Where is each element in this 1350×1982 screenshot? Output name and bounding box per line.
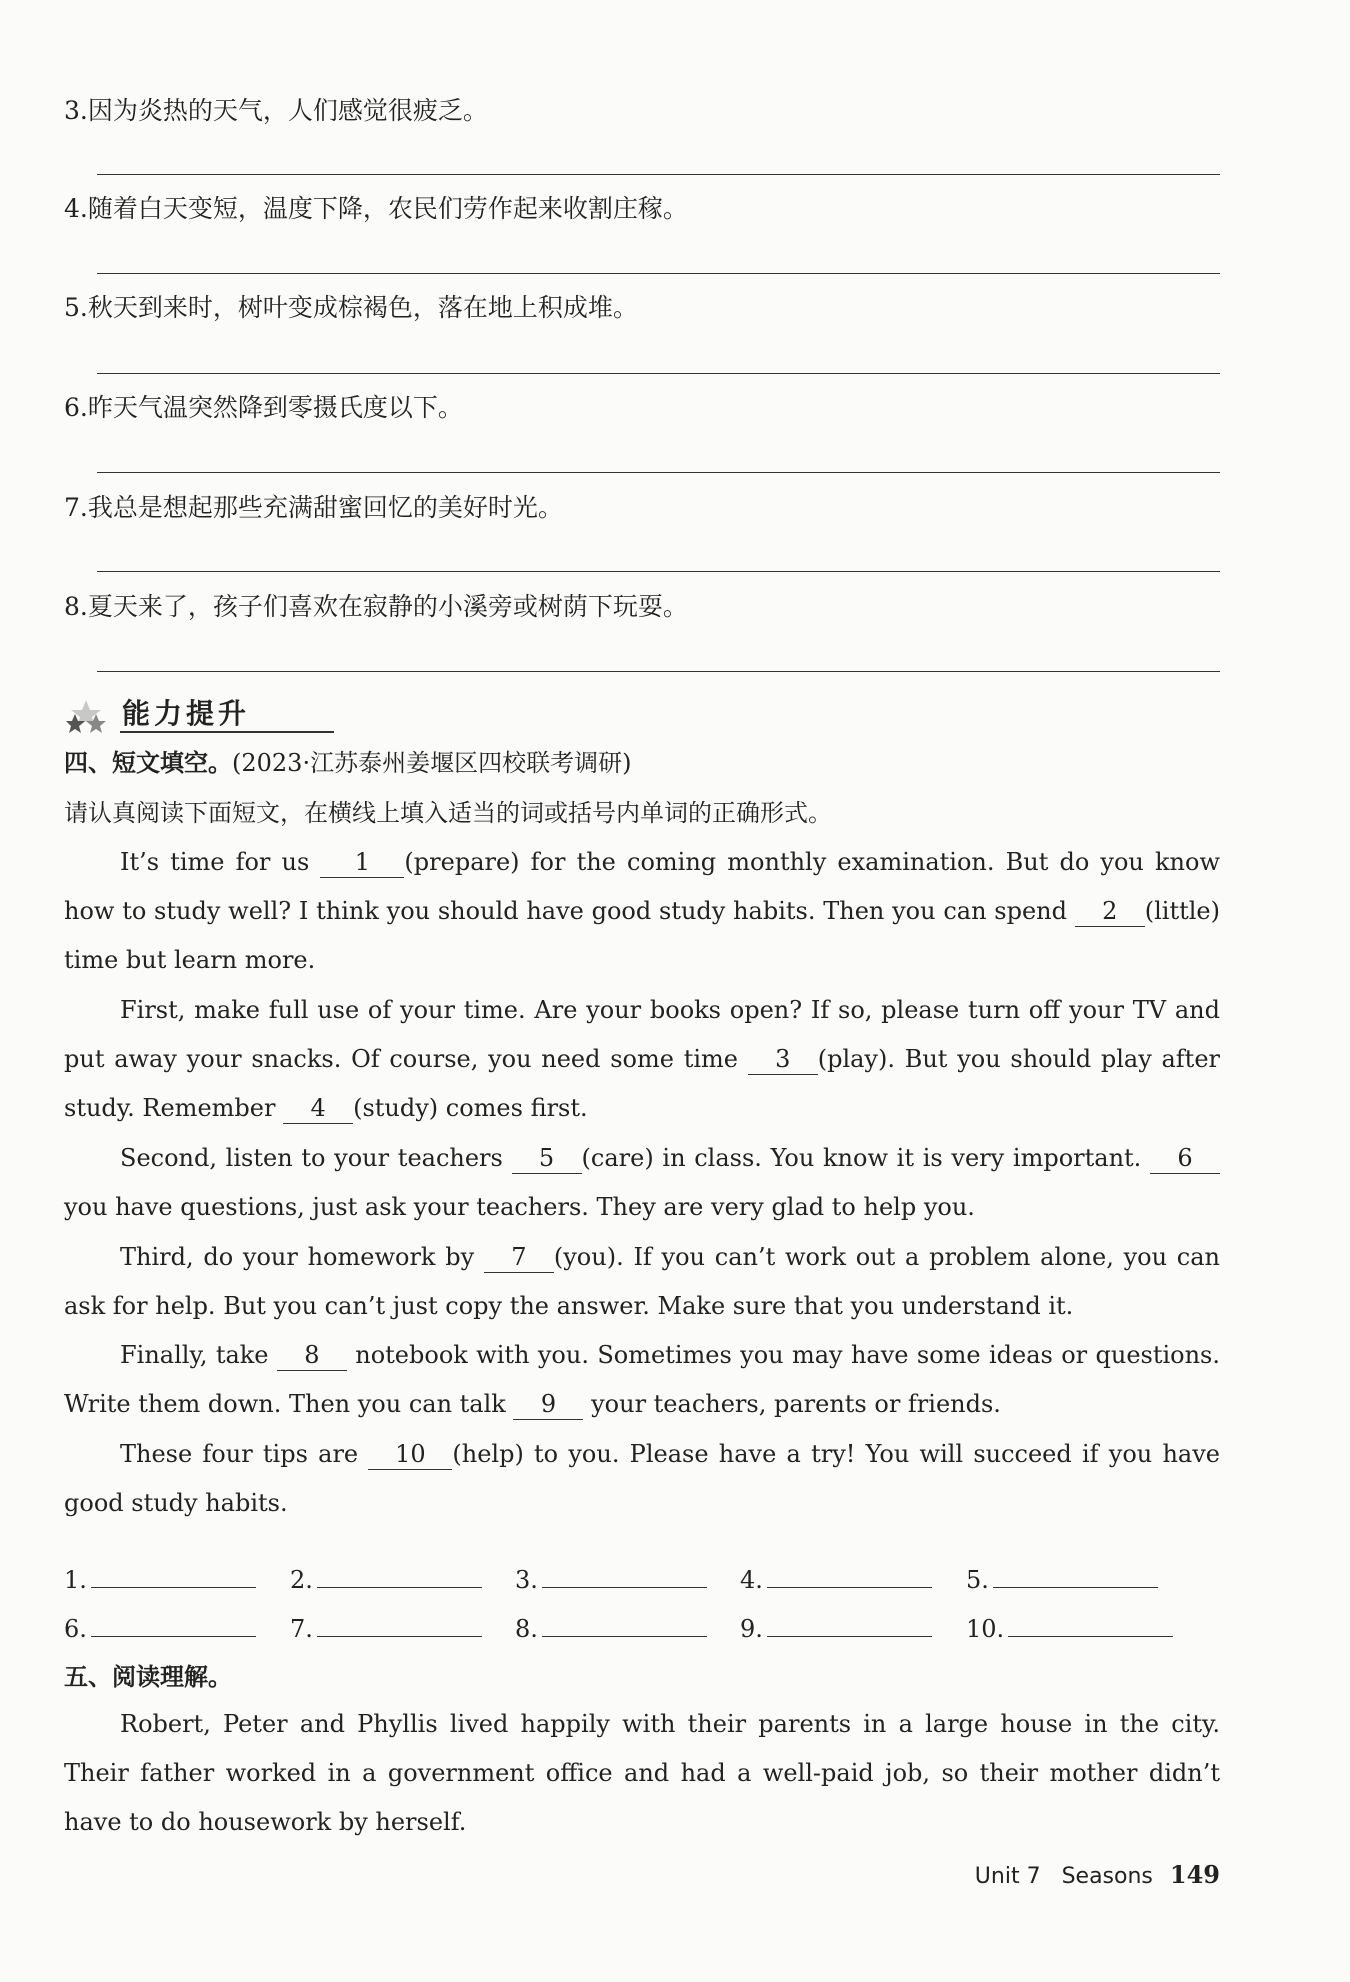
answer-line-4[interactable] [97, 273, 1220, 274]
blank-9[interactable]: 9 [513, 1389, 583, 1420]
answer-slot-4[interactable]: 4. [740, 1560, 932, 1600]
blank-2[interactable]: 2 [1075, 896, 1145, 927]
answer-line-8[interactable] [97, 671, 1220, 672]
translation-item-3: 3.因为炎热的天气，人们感觉很疲乏。 [64, 96, 488, 125]
answer-slot-5[interactable]: 5. [966, 1560, 1158, 1600]
translation-item-8: 8.夏天来了，孩子们喜欢在寂静的小溪旁或树荫下玩耍。 [64, 592, 688, 621]
translation-item-4: 4.随着白天变短，温度下降，农民们劳作起来收割庄稼。 [64, 194, 688, 223]
section4-instruction: 请认真阅读下面短文，在横线上填入适当的词或括号内单词的正确形式。 [64, 799, 832, 827]
page-number: 149 [1169, 1860, 1220, 1889]
answer-row-1 [64, 1560, 1220, 1600]
answer-line-7[interactable] [97, 571, 1220, 572]
blank-1[interactable]: 1 [320, 847, 404, 878]
blank-4[interactable]: 4 [283, 1093, 353, 1124]
section-badge [66, 690, 276, 736]
answer-line-5[interactable] [97, 373, 1220, 374]
section4-source: (2023·江苏泰州姜堰区四校联考调研) [232, 749, 632, 777]
answer-line-6[interactable] [97, 472, 1220, 473]
answer-line-3[interactable] [97, 174, 1220, 175]
blank-7[interactable]: 7 [484, 1242, 554, 1273]
passage-paragraph-6: These four tips are 10 (help) to you. Please have a try! You will succeed if you have good study habits. [64, 1440, 1220, 1517]
answer-slot-8[interactable]: 8. [515, 1609, 707, 1649]
passage-paragraph-3: Second, listen to your teachers 5 (care) in class. You know it is very important. 6 you have questions, just ask your teachers. They are very glad to help you. [64, 1134, 1220, 1232]
passage-paragraph-2: First, make full use of your time. Are your books open? If so, please turn off your TV and put away your snacks. Of course, you need some time 3 (play). But you should play after study. Remember 4 (study) comes first. [64, 996, 1220, 1122]
blank-8[interactable]: 8 [277, 1340, 347, 1371]
answer-slot-7[interactable]: 7. [290, 1609, 482, 1649]
blank-10[interactable]: 10 [368, 1439, 452, 1470]
answer-slot-6[interactable]: 6. [64, 1609, 256, 1649]
footer-unit: Unit 7 [974, 1864, 1041, 1889]
reading-paragraph-1: Robert, Peter and Phyllis lived happily with their parents in a large house in the city. Their father worked in a government office and had a well-paid job, so their mother didn’t have to do housework by herself. [64, 1710, 1220, 1836]
footer-title: Seasons [1061, 1864, 1153, 1889]
passage-paragraph-1: It’s time for us 1 (prepare) for the coming monthly examination. But do you know how to study well? I think you should have good study habits. Then you can spend 2 (little) time but learn more. [64, 848, 1220, 974]
section5-heading: 五、阅读理解。 [64, 1663, 232, 1691]
stars-icon [66, 698, 122, 738]
translation-item-5: 5.秋天到来时，树叶变成棕褐色，落在地上积成堆。 [64, 293, 638, 322]
blank-3[interactable]: 3 [748, 1044, 818, 1075]
section-badge-title: 能力提升 [122, 697, 251, 730]
translation-item-7: 7.我总是想起那些充满甜蜜回忆的美好时光。 [64, 493, 563, 522]
answer-slot-1[interactable]: 1. [64, 1560, 256, 1600]
section-badge-underline [120, 731, 334, 733]
answer-row-2 [64, 1609, 1220, 1649]
answer-slot-10[interactable]: 10. [966, 1609, 1173, 1649]
translation-item-6: 6.昨天气温突然降到零摄氏度以下。 [64, 393, 463, 422]
page-footer [975, 1860, 1220, 1889]
answer-slot-3[interactable]: 3. [515, 1560, 707, 1600]
section4-heading: 四、短文填空。(2023·江苏泰州姜堰区四校联考调研) [64, 749, 632, 777]
passage-paragraph-5: Finally, take 8 notebook with you. Sometimes you may have some ideas or questions. Write them down. Then you can talk 9 your teachers, parents or friends. [64, 1341, 1221, 1418]
passage-paragraph-4: Third, do your homework by 7 (you). If you can’t work out a problem alone, you can ask for help. But you can’t just copy the answer. Make sure that you understand it. [64, 1243, 1220, 1320]
answer-slot-9[interactable]: 9. [740, 1609, 932, 1649]
blank-6[interactable]: 6 [1150, 1143, 1220, 1174]
blank-5[interactable]: 5 [512, 1143, 582, 1174]
answer-slot-2[interactable]: 2. [290, 1560, 482, 1600]
